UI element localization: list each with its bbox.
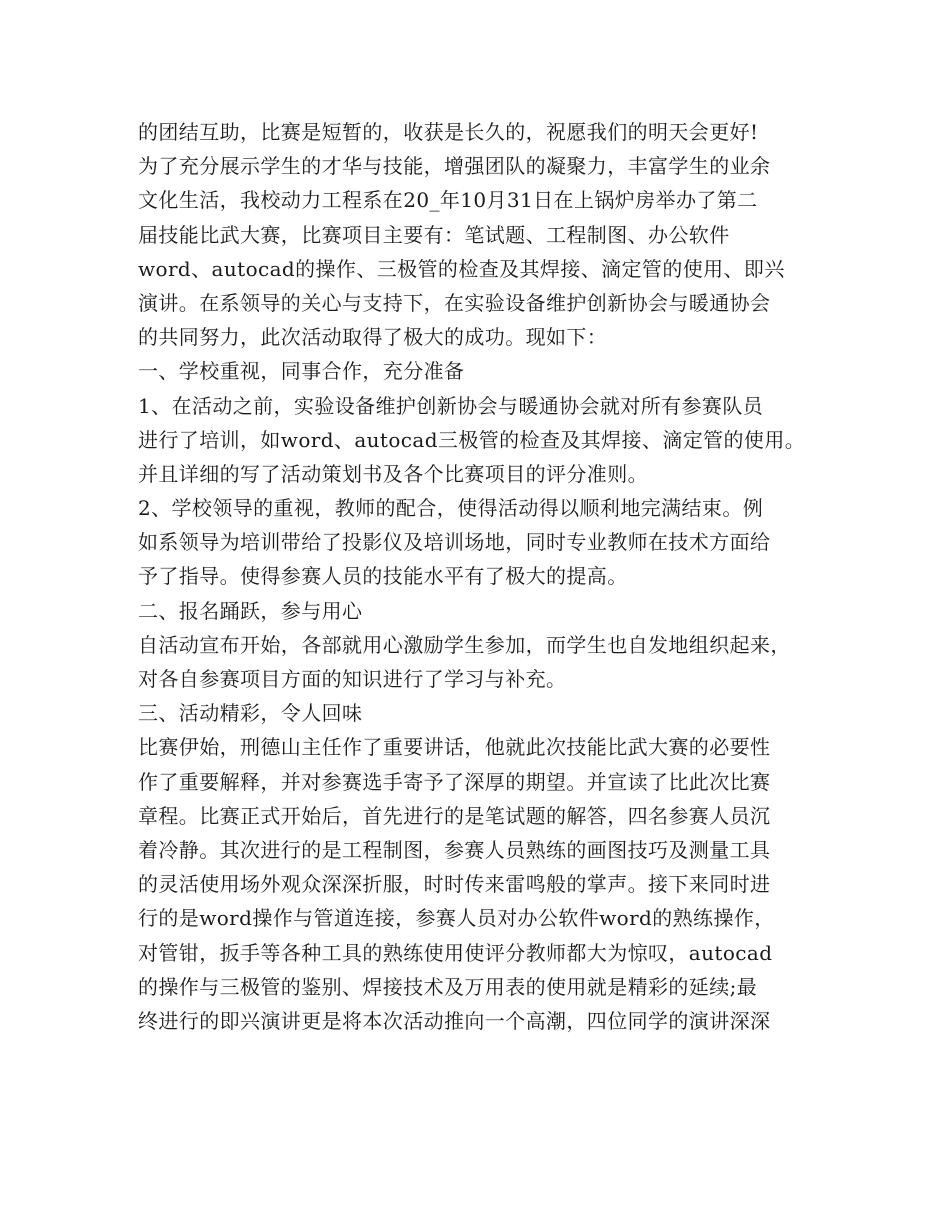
document-body (138, 115, 828, 1038)
text-line: 对管钳，扳手等各种工具的熟练使用使评分教师都大为惊叹，autocad (138, 940, 773, 965)
text-line: 为了充分展示学生的才华与技能，增强团队的凝聚力，丰富学生的业余 (138, 154, 771, 179)
text-line: 进行了培训，如word、autocad三极管的检查及其焊接、滴定管的使用。 (138, 427, 806, 452)
text-line: 的共同努力，此次活动取得了极大的成功。现如下： (138, 325, 608, 350)
text-line: 1、在活动之前，实验设备维护创新协会与暖通协会就对所有参赛队员 (138, 393, 764, 418)
text-line: 届技能比武大赛，比赛项目主要有：笔试题、工程制图、办公软件 (138, 222, 730, 247)
section-heading: 三、活动精彩，令人回味 (138, 701, 363, 726)
text-line: word、autocad的操作、三极管的检查及其焊接、滴定管的使用、即兴 (138, 256, 785, 281)
text-line: 对各自参赛项目方面的知识进行了学习与补充。 (138, 667, 567, 691)
text-line: 章程。比赛正式开始后，首先进行的是笔试题的解答，四名参赛人员沉 (138, 803, 771, 828)
text-line: 演讲。在系领导的关心与支持下，在实验设备维护创新协会与暖通协会 (138, 290, 771, 315)
text-line: 作了重要解释，并对参赛选手寄予了深厚的期望。并宣读了比此次比赛 (138, 769, 771, 794)
text-line: 的灵活使用场外观众深深折服，时时传来雷鸣般的掌声。接下来同时进 (138, 872, 771, 897)
text-line: 如系领导为培训带给了投影仪及培训场地，同时专业教师在技术方面给 (138, 530, 771, 555)
section-heading: 二、报名踊跃，参与用心 (138, 598, 363, 623)
text-line: 着冷静。其次进行的是工程制图，参赛人员熟练的画图技巧及测量工具 (138, 837, 771, 862)
text-line: 2、学校领导的重视，教师的配合，使得活动得以顺利地完满结束。例 (138, 496, 764, 521)
text-line: 的操作与三极管的鉴别、焊接技术及万用表的使用就是精彩的延续;最 (138, 974, 758, 999)
text-line: 并且详细的写了活动策划书及各个比赛项目的评分准则。 (138, 461, 648, 486)
text-line: 终进行的即兴演讲更是将本次活动推向一个高潮，四位同学的演讲深深 (138, 1008, 771, 1033)
section-heading: 一、学校重视，同事合作，充分准备 (138, 359, 465, 384)
text-line: 行的是word操作与管道连接，参赛人员对办公软件word的熟练操作， (138, 906, 775, 931)
text-line: 文化生活，我校动力工程系在20_年10月31日在上锅炉房举办了第二 (138, 188, 758, 213)
text-line: 的团结互助，比赛是短暂的，收获是长久的，祝愿我们的明天会更好! (138, 120, 759, 144)
text-line: 比赛伊始，刑德山主任作了重要讲话，他就此次技能比武大赛的必要性 (138, 735, 771, 760)
text-line: 予了指导。使得参赛人员的技能水平有了极大的提高。 (138, 564, 628, 589)
text-line: 自活动宣布开始，各部就用心激励学生参加，而学生也自发地组织起来， (138, 632, 791, 657)
